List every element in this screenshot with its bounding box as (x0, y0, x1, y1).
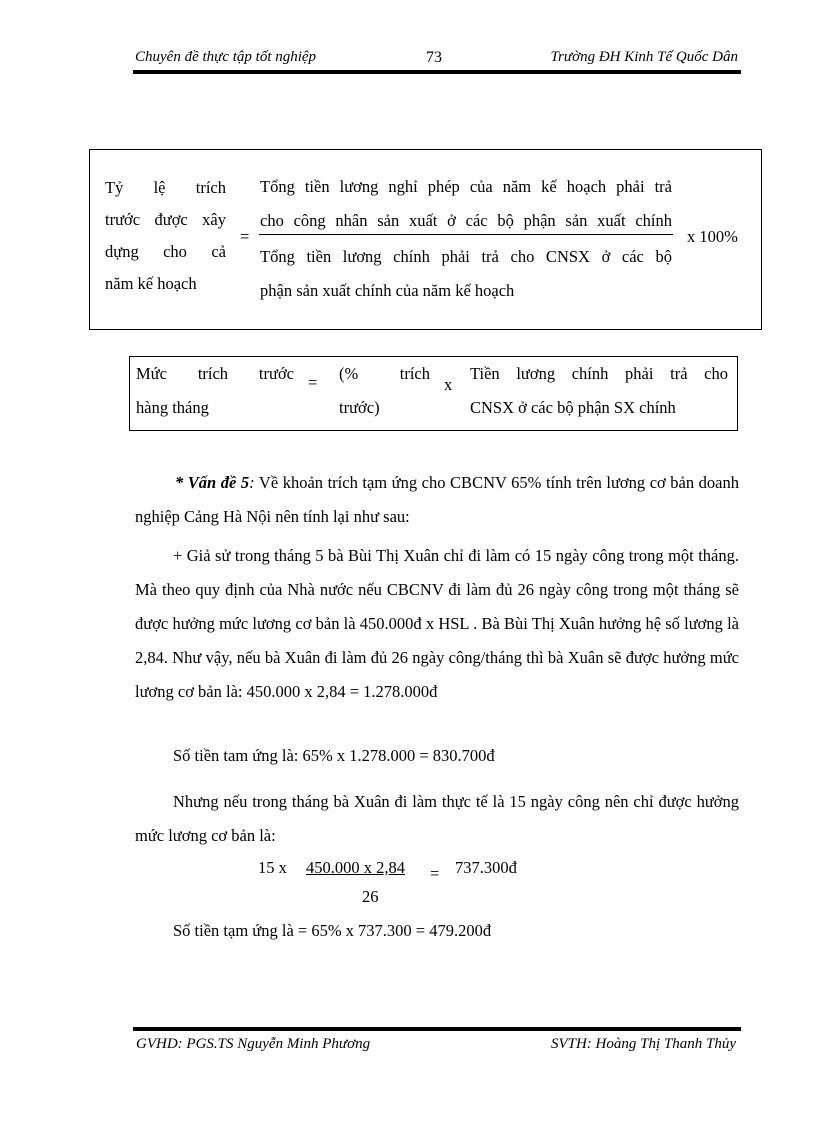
calc-denominator: 26 (362, 887, 379, 906)
formula2-label (136, 357, 294, 425)
formula2-right (470, 357, 728, 425)
formula1-label (105, 172, 226, 300)
header-rule (133, 70, 741, 74)
formula2-label-line: Mức trích trước (136, 364, 294, 383)
formula1-fraction-bar (259, 234, 673, 235)
formula1-numerator-line: Tổng tiền lương nghỉ phép của năm kế hoạch phải trả (260, 177, 672, 196)
calc-prefix: 15 x (258, 858, 287, 877)
header-left: Chuyên đề thực tập tốt nghiệp (135, 49, 317, 65)
formula1-denominator-line: Tổng tiền lương chính phải trả cho CNSX ở các bộ (260, 247, 672, 266)
formula2-right-line: CNSX ở các bộ phận SX chính (470, 398, 676, 417)
formula1-multiplier: x 100% (687, 227, 738, 246)
example-paragraph: + Giả sử trong tháng 5 bà Bùi Thị Xuân chỉ đi làm có 15 ngày công trong một tháng. Mà theo quy định của Nhà nước nếu CBCNV đi làm đủ 26 ngày công trong một tháng sẽ được hưởng mức lương cơ bản là 450.000đ x HSL . Bà Bùi Thị Xuân hưởng hệ số lương là 2,84. Như vậy, nếu bà Xuân đi làm đủ 26 ngày công/tháng thì bà Xuân sẽ được hưởng mức lương cơ bản là: 450.000 x 2,84 = 1.278.000đ (135, 546, 739, 701)
formula1-label-line: trước được xây (105, 210, 226, 229)
calc-result: 737.300đ (455, 858, 517, 877)
advance-paragraph-2: Số tiền tạm ứng là = 65% x 737.300 = 479.200đ (173, 921, 492, 940)
formula2-times: x (444, 375, 453, 394)
formula2-middle-line: trước) (339, 398, 380, 417)
footer-right: SVTH: Hoàng Thị Thanh Thủy (550, 1036, 736, 1052)
page-number: 73 (426, 49, 442, 66)
formula1-numerator-line: cho công nhân sản xuất ở các bộ phận sản xuất chính (260, 211, 672, 230)
issue-paragraph (135, 466, 739, 534)
calc-numerator: 450.000 x 2,84 (306, 858, 405, 877)
formula1-label-line: Tỷ lệ trích (105, 178, 226, 197)
footer-rule (133, 1027, 741, 1031)
formula1-label-line: năm kế hoạch (105, 274, 197, 293)
formula2-label-line: hàng tháng (136, 398, 209, 417)
formula2-middle (339, 357, 430, 425)
advance-paragraph-1: Số tiền tam ứng là: 65% x 1.278.000 = 830.700đ (173, 746, 495, 765)
formula1-numerator (260, 170, 672, 238)
formula1-denominator-line: phận sản xuất chính của năm kế hoạch (260, 281, 515, 300)
issue-text: Về khoản trích tạm ứng cho CBCNV 65% tính trên lương cơ bản doanh nghiệp Cảng Hà Nội nên tính lại như sau: (135, 473, 739, 526)
header-right: Trường ĐH Kinh Tế Quốc Dân (550, 49, 738, 65)
formula1-equals: = (240, 227, 250, 246)
footer-left: GVHD: PGS.TS Nguyễn Minh Phương (136, 1036, 371, 1052)
calc-equals: = (430, 864, 440, 883)
issue-colon: : (249, 473, 255, 492)
formula2-equals: = (308, 373, 318, 392)
formula1-label-line: dựng cho cả (105, 242, 226, 261)
formula1-denominator (260, 240, 672, 308)
actual-paragraph: Nhưng nếu trong tháng bà Xuân đi làm thực tế là 15 ngày công nên chỉ được hưởng mức lương cơ bản là: (135, 792, 739, 845)
issue-label: * Vấn đề 5 (175, 473, 250, 492)
formula2-right-line: Tiền lương chính phải trả cho (470, 364, 728, 383)
formula2-middle-line: (% trích (339, 364, 430, 383)
